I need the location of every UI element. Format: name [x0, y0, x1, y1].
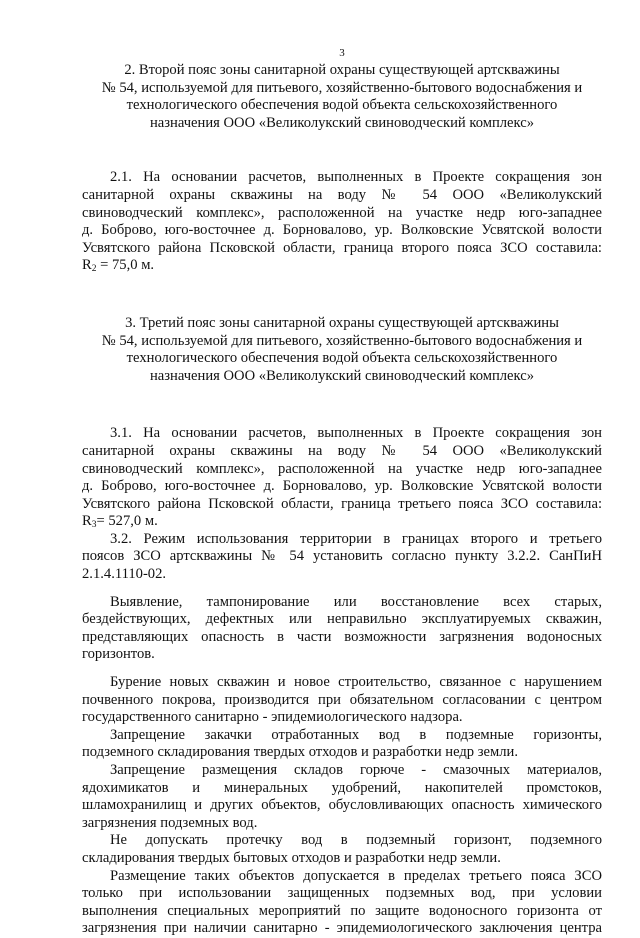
heading-line: назначения ООО «Великолукский свиноводческий комплекс» [149, 367, 535, 384]
paragraph-2-1 [82, 169, 602, 275]
text-line: Усвятского района Псковской области, граница второго пояса ЗСО составила: [82, 239, 602, 256]
text-line: шламохранилищ и других объектов, обусловливающих опасность химического [82, 797, 602, 814]
text-line: санитарной охраны скважины на воду № 54 ООО «Великолукский [82, 442, 602, 459]
text-line: санитарной охраны скважины на воду № 54 ООО «Великолукский [82, 186, 602, 203]
paragraph-leak-ban [82, 832, 602, 867]
text-line: государственного санитарно - эпидемиологического надзора. [82, 709, 463, 726]
text-line: Выявление, тампонирование или восстановление всех старых, [110, 593, 602, 610]
text-line: почвенного покрова, производится при обязательном согласовании с центром [82, 691, 602, 708]
text-line: Усвятского района Псковской области, граница третьего пояса ЗСО составила: [82, 495, 602, 512]
text-line: загрязнения подземных вод. [82, 814, 258, 831]
text-line: 3.1. На основании расчетов, выполненных в Проекте сокращения зон [110, 425, 602, 442]
text-line: загрязнения при наличии санитарно - эпидемиологического заключения центра [82, 920, 602, 937]
text-line: 2.1. На основании расчетов, выполненных в Проекте сокращения зон [110, 169, 602, 186]
paragraph-drilling [82, 674, 602, 727]
paragraph-identification [82, 594, 602, 664]
heading-line: 3. Третий пояс зоны санитарной охраны существующей артскважины [125, 314, 559, 331]
text-line: 2.1.4.1110-02. [82, 566, 167, 583]
text-line: д. Боброво, юго-восточнее д. Борновалово, ур. Волковские Усвятской волости [82, 222, 602, 239]
heading-line: технологического обеспечения водой объекта сельскохозяйственного [126, 97, 558, 114]
text-line: бездействующих, дефектных или неправильно эксплуатируемых скважин, [82, 611, 602, 628]
text-line: поясов ЗСО артскважины № 54 установить согласно пункту 3.2.2. СанПиН [82, 548, 602, 565]
paragraph-placement [82, 868, 602, 938]
heading-line: 2. Второй пояс зоны санитарной охраны существующей артскважины [124, 62, 560, 78]
text-line: Размещение таких объектов допускается в пределах третьего пояса ЗСО [110, 867, 602, 884]
text-line: только при использовании защищенных подземных вод, при условии [82, 885, 602, 902]
text-line: свиноводческий комплекс», расположенной на участке недр юго-западнее [82, 204, 602, 221]
text-line: подземного складирования твердых отходов и разработки недр земли. [82, 744, 518, 761]
section-2-heading [82, 62, 602, 132]
text-line: 3.2. Режим использования территории в границах второго и третьего [110, 530, 602, 547]
text-line: д. Боброво, юго-восточнее д. Борновалово, ур. Волковские Усвятской волости [82, 478, 602, 495]
page-number: 3 [339, 47, 345, 59]
heading-line: № 54, используемой для питьевого, хозяйственно-бытового водоснабжения и [101, 79, 583, 96]
radius-value-2: $R_2 = 75,0$ м. [82, 257, 155, 275]
text-line: складирования твердых бытовых отходов и разработки недр земли. [82, 849, 501, 866]
radius-value-3: $R_3= 527,0$ м. [82, 513, 158, 531]
section-3-heading [82, 315, 602, 385]
heading-line: назначения ООО «Великолукский свиноводческий комплекс» [149, 114, 535, 131]
text-line: Запрещение размещения складов горюче - смазочных материалов, [110, 762, 602, 778]
paragraph-3-1 [82, 425, 602, 531]
text-line: свиноводческий комплекс», расположенной на участке недр юго-западнее [82, 460, 602, 477]
paragraph-3-2 [82, 531, 602, 584]
text-line: Запрещение закачки отработанных вод в подземные горизонты, [110, 726, 602, 743]
text-line: представляющих опасность в части возможности загрязнения водоносных [82, 628, 602, 645]
paragraph-storage-ban [82, 762, 602, 832]
text-line: горизонтов. [82, 646, 155, 663]
text-line: ядохимикатов и минеральных удобрений, накопителей промстоков, [82, 779, 602, 796]
text-line: Не допускать протечку вод в подземный горизонт, подземного [110, 832, 602, 849]
text-line: выполнения специальных мероприятий по защите водоносного горизонта от [82, 902, 602, 919]
paragraph-injection-ban [82, 727, 602, 762]
heading-line: № 54, используемой для питьевого, хозяйственно-бытового водоснабжения и [101, 332, 583, 349]
text-line: Бурение новых скважин и новое строительство, связанное с нарушением [110, 674, 602, 691]
heading-line: технологического обеспечения водой объекта сельскохозяйственного [126, 350, 558, 367]
